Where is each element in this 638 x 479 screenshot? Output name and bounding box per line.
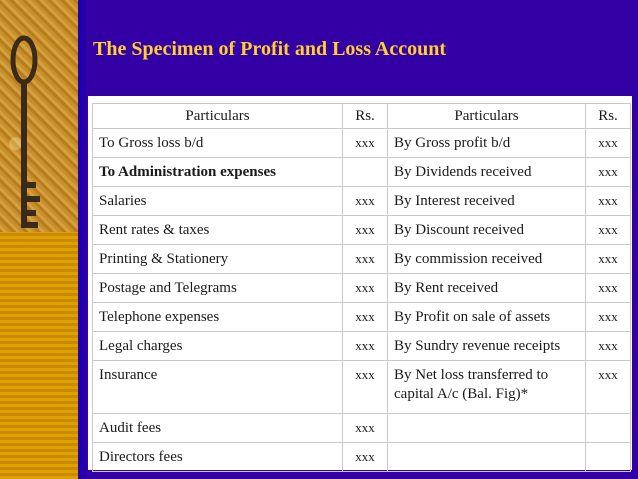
debit-particular-cell: Audit fees: [93, 414, 343, 443]
credit-particular-cell: [388, 443, 586, 472]
decorative-blue-strip: [78, 0, 86, 479]
table-header-row: [93, 104, 631, 129]
debit-amount-cell: xxx: [343, 187, 388, 216]
credit-amount-cell: xxx: [586, 158, 631, 187]
debit-amount-cell: xxx: [343, 361, 388, 414]
credit-amount-cell: xxx: [586, 245, 631, 274]
debit-particular-cell: Postage and Telegrams: [93, 274, 343, 303]
debit-amount-cell: xxx: [343, 332, 388, 361]
debit-particular-cell: Insurance: [93, 361, 343, 414]
credit-particular-cell: By commission received: [388, 245, 586, 274]
table-row: [93, 187, 631, 216]
credit-particular-cell: By Sundry revenue receipts: [388, 332, 586, 361]
credit-particular-cell: By Rent received: [388, 274, 586, 303]
debit-particular-cell: Rent rates & taxes: [93, 216, 343, 245]
credit-particular-cell: By Gross profit b/d: [388, 129, 586, 158]
table-row: [93, 274, 631, 303]
table-row: [93, 245, 631, 274]
table-row: [93, 303, 631, 332]
credit-amount-cell: xxx: [586, 332, 631, 361]
header-rs-debit: Rs.: [343, 104, 388, 129]
antique-key-icon: [4, 32, 44, 232]
credit-particular-cell: By Net loss transferred to capital A/c (Bal. Fig)*: [388, 361, 586, 414]
table-row: [93, 414, 631, 443]
debit-particular-cell: Legal charges: [93, 332, 343, 361]
debit-amount-cell: xxx: [343, 245, 388, 274]
debit-amount-cell: xxx: [343, 129, 388, 158]
debit-amount-cell: xxx: [343, 274, 388, 303]
credit-particular-cell: By Dividends received: [388, 158, 586, 187]
credit-amount-cell: xxx: [586, 129, 631, 158]
credit-amount-cell: [586, 414, 631, 443]
debit-amount-cell: xxx: [343, 443, 388, 472]
header-particulars-debit: Particulars: [93, 104, 343, 129]
debit-particular-cell: Telephone expenses: [93, 303, 343, 332]
header-rs-credit: Rs.: [586, 104, 631, 129]
table-panel: [88, 96, 632, 470]
debit-particular-cell: Printing & Stationery: [93, 245, 343, 274]
debit-amount-cell: xxx: [343, 216, 388, 245]
table-row: [93, 216, 631, 245]
credit-amount-cell: xxx: [586, 303, 631, 332]
table-row: [93, 129, 631, 158]
credit-particular-cell: By Discount received: [388, 216, 586, 245]
debit-particular-cell: Salaries: [93, 187, 343, 216]
table-row: [93, 332, 631, 361]
debit-amount-cell: xxx: [343, 303, 388, 332]
debit-particular-cell: To Gross loss b/d: [93, 129, 343, 158]
credit-amount-cell: [586, 443, 631, 472]
debit-particular-cell: Directors fees: [93, 443, 343, 472]
debit-amount-cell: [343, 158, 388, 187]
credit-amount-cell: xxx: [586, 361, 631, 414]
table-row: [93, 443, 631, 472]
credit-particular-cell: By Interest received: [388, 187, 586, 216]
table-row: [93, 361, 631, 414]
credit-particular-cell: By Profit on sale of assets: [388, 303, 586, 332]
profit-loss-table: [92, 103, 631, 472]
debit-particular-cell: To Administration expenses: [93, 158, 343, 187]
debit-amount-cell: xxx: [343, 414, 388, 443]
slide-title: The Specimen of Profit and Loss Account: [93, 38, 446, 60]
credit-amount-cell: xxx: [586, 216, 631, 245]
credit-particular-cell: [388, 414, 586, 443]
decorative-gold-band: [0, 232, 78, 479]
header-particulars-credit: Particulars: [388, 104, 586, 129]
table-row: [93, 158, 631, 187]
credit-amount-cell: xxx: [586, 274, 631, 303]
credit-amount-cell: xxx: [586, 187, 631, 216]
